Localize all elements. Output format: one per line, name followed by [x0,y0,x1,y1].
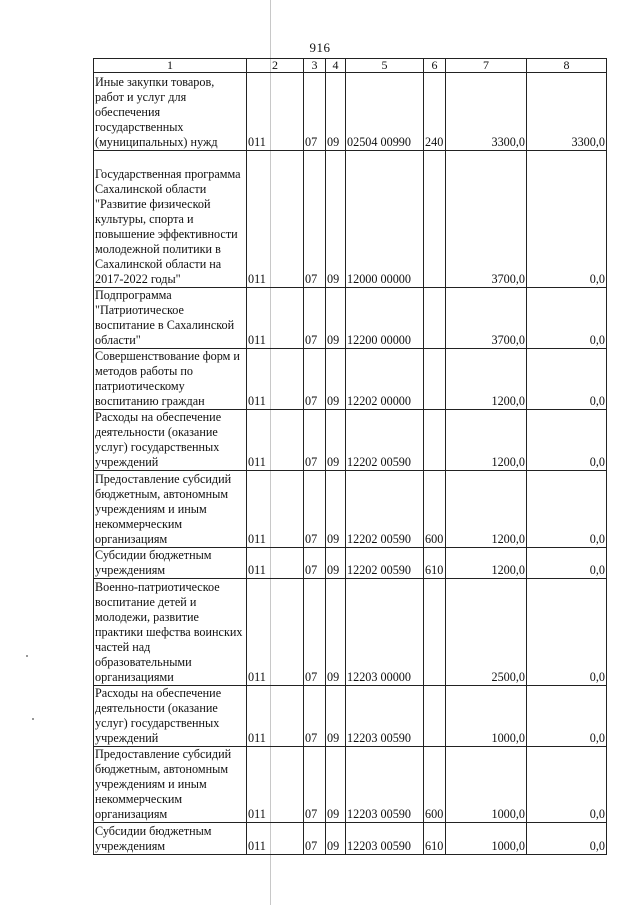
section-code: 07 [304,747,326,823]
section-code: 07 [304,548,326,579]
scan-speck [26,655,28,657]
amount-2: 0,0 [527,288,607,349]
ministry-code: 011 [247,548,304,579]
table-row [94,747,607,823]
row-name: Иные закупки товаров, работ и услуг для обеспечения государственных (муниципальных) нужд [94,73,247,151]
subsection-code: 09 [326,579,346,686]
section-code: 07 [304,579,326,686]
amount: 1200,0 [446,471,527,548]
row-name: Подпрограмма "Патриотическое воспитание в Сахалинской области" [94,288,247,349]
subsection-code: 09 [326,747,346,823]
ministry-code: 011 [247,288,304,349]
section-code: 07 [304,686,326,747]
subsection-code: 09 [326,548,346,579]
amount-2: 0,0 [527,823,607,855]
amount-2: 0,0 [527,151,607,288]
table-row [94,73,607,151]
expense-type-code [424,579,446,686]
target-code: 12203 00590 [346,747,424,823]
section-code: 07 [304,288,326,349]
amount: 1200,0 [446,349,527,410]
section-code: 07 [304,73,326,151]
subsection-code: 09 [326,823,346,855]
amount-2: 0,0 [527,686,607,747]
row-name: Расходы на обеспечение деятельности (оказание услуг) государственных учреждений [94,410,247,471]
table-row [94,471,607,548]
target-code: 12203 00590 [346,823,424,855]
ministry-code: 011 [247,747,304,823]
ministry-code: 011 [247,471,304,548]
expense-type-code: 600 [424,747,446,823]
target-code: 12202 00590 [346,410,424,471]
amount: 2500,0 [446,579,527,686]
target-code: 12200 00000 [346,288,424,349]
row-name: Предоставление субсидий бюджетным, автономным учреждениям и иным некоммерческим организациям [94,747,247,823]
subsection-code: 09 [326,686,346,747]
section-code: 07 [304,823,326,855]
ministry-code: 011 [247,151,304,288]
amount: 3300,0 [446,73,527,151]
expense-type-code [424,151,446,288]
expense-type-code [424,349,446,410]
table-row [94,151,607,288]
budget-table [93,58,607,855]
column-header: 6 [424,59,446,73]
target-code: 12202 00590 [346,548,424,579]
column-header: 5 [346,59,424,73]
table-row [94,288,607,349]
expense-type-code [424,288,446,349]
amount-2: 0,0 [527,579,607,686]
row-name: Государственная программа Сахалинской области "Развитие физической культуры, спорта и повышение эффективности молодежной политики в Сахалинской области на 2017-2022 годы" [94,151,247,288]
row-name: Предоставление субсидий бюджетным, автономным учреждениям и иным некоммерческим организациям [94,471,247,548]
expense-type-code: 610 [424,548,446,579]
column-header: 2 [247,59,304,73]
table-row [94,349,607,410]
subsection-code: 09 [326,410,346,471]
expense-type-code: 240 [424,73,446,151]
subsection-code: 09 [326,73,346,151]
expense-type-code: 600 [424,471,446,548]
section-code: 07 [304,471,326,548]
ministry-code: 011 [247,410,304,471]
section-code: 07 [304,151,326,288]
row-name: Расходы на обеспечение деятельности (оказание услуг) государственных учреждений [94,686,247,747]
amount-2: 0,0 [527,349,607,410]
column-header: 1 [94,59,247,73]
ministry-code: 011 [247,823,304,855]
expense-type-code [424,686,446,747]
amount-2: 0,0 [527,410,607,471]
column-header: 4 [326,59,346,73]
expense-type-code: 610 [424,823,446,855]
table-header-row [94,59,607,73]
row-name: Совершенствование форм и методов работы по патриотическому воспитанию граждан [94,349,247,410]
row-name: Субсидии бюджетным учреждениям [94,548,247,579]
table-row [94,548,607,579]
expense-type-code [424,410,446,471]
target-code: 12202 00590 [346,471,424,548]
ministry-code: 011 [247,686,304,747]
ministry-code: 011 [247,73,304,151]
column-header: 3 [304,59,326,73]
amount: 1200,0 [446,548,527,579]
target-code: 12000 00000 [346,151,424,288]
target-code: 02504 00990 [346,73,424,151]
amount: 3700,0 [446,288,527,349]
amount: 1000,0 [446,686,527,747]
section-code: 07 [304,349,326,410]
section-code: 07 [304,410,326,471]
subsection-code: 09 [326,471,346,548]
subsection-code: 09 [326,349,346,410]
target-code: 12203 00590 [346,686,424,747]
table-row [94,579,607,686]
target-code: 12202 00000 [346,349,424,410]
subsection-code: 09 [326,151,346,288]
row-name: Военно-патриотическое воспитание детей и молодежи, развитие практики шефства воинских частей над образовательными организациями [94,579,247,686]
amount-2: 0,0 [527,548,607,579]
table-row [94,686,607,747]
ministry-code: 011 [247,579,304,686]
table-row [94,410,607,471]
page-number: 916 [309,40,331,55]
amount: 1200,0 [446,410,527,471]
amount: 3700,0 [446,151,527,288]
amount: 1000,0 [446,747,527,823]
ministry-code: 011 [247,349,304,410]
amount: 1000,0 [446,823,527,855]
column-header: 8 [527,59,607,73]
amount-2: 3300,0 [527,73,607,151]
amount-2: 0,0 [527,747,607,823]
table-row [94,823,607,855]
column-header: 7 [446,59,527,73]
amount-2: 0,0 [527,471,607,548]
row-name: Субсидии бюджетным учреждениям [94,823,247,855]
scan-speck [32,718,34,720]
target-code: 12203 00000 [346,579,424,686]
subsection-code: 09 [326,288,346,349]
